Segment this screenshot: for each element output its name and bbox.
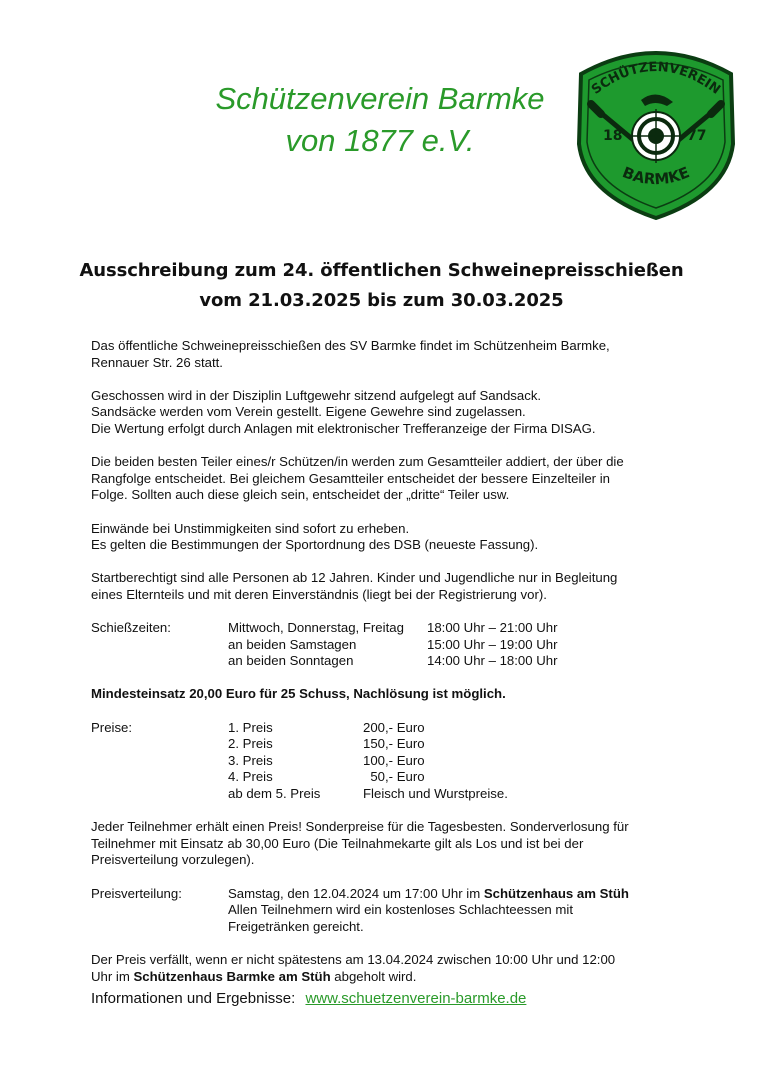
- prize-row: 3. Preis 100,- Euro: [228, 752, 425, 768]
- logo-year-right: 77: [687, 128, 707, 144]
- award-venue: Schützenhaus am Stüh: [483, 885, 629, 901]
- paragraph-discipline: Geschossen wird in der Disziplin Luftgewehr sitzend aufgelegt auf Sandsack. Sandsäcke werden vom Verein gestellt. Eigene Gewehre sind zugelassen. Die Wertung erfolgt durch Anlagen mit elektronischer Trefferanzeige der Firma DISAG.: [91, 387, 596, 436]
- prizes-label: Preise:: [91, 719, 133, 735]
- club-name-line2: von 1877 e.V.: [285, 123, 475, 158]
- club-name-line1: Schützenverein Barmke: [215, 81, 545, 116]
- website-link[interactable]: www.schuetzenverein-barmke.de: [305, 990, 527, 1007]
- paragraph-scoring: Die beiden besten Teiler eines/r Schützen/in werden zum Gesamtteiler addiert, der über die Rangfolge entscheidet. Bei gleichem Gesamtteiler entscheidet der bessere Einzelteiler in Folge. Sollten auch diese gleich sein, entscheidet der „dritte“ Teiler usw.: [91, 454, 624, 503]
- prize-row: 2. Preis 150,- Euro: [228, 736, 425, 752]
- award-section: Preisverteilung: Samstag, den 12.04.2024 um 17:00 Uhr im Schützenhaus am Stüh Allen Teilnehmern wird ein kostenloses Schlachteessen mit Freigetränken gereicht.: [91, 885, 629, 934]
- prize-row: ab dem 5. Preis Fleisch und Wurstpreise.: [228, 786, 508, 802]
- schedule-row: an beiden Sonntagen 14:00 Uhr – 18:00 Uhr: [228, 653, 558, 669]
- document-heading: [40, 256, 723, 316]
- award-label: Preisverteilung:: [91, 885, 182, 901]
- footer-info: [91, 990, 526, 1007]
- schedule-row: Schießzeiten: Mittwoch, Donnerstag, Freitag 18:00 Uhr – 21:00 Uhr: [91, 620, 558, 636]
- paragraph-participants: Jeder Teilnehmer erhält einen Preis! Sonderpreise für die Tagesbesten. Sonderverlosung für Teilnehmer mit Einsatz ab 30,00 Euro (Die Teilnahmekarte gilt als Los und ist bei der Preisverteilung vorzulegen).: [91, 819, 629, 868]
- paragraph-location: Das öffentliche Schweinepreisschießen des SV Barmke findet im Schützenheim Barmke, Rennauer Str. 26 statt.: [91, 338, 610, 370]
- schedule-row: an beiden Samstagen 15:00 Uhr – 19:00 Uhr: [228, 636, 558, 652]
- logo-bottom-text: BARMKE: [619, 163, 693, 189]
- club-name: [160, 78, 600, 162]
- club-logo: [577, 44, 735, 220]
- heading-line2: vom 21.03.2025 bis zum 30.03.2025: [199, 290, 564, 311]
- logo-top-text: SCHÜTZENVEREIN: [589, 59, 723, 98]
- logo-year-left: 18: [603, 128, 623, 144]
- footer-label: Informationen und Ergebnisse:: [91, 990, 296, 1007]
- prizes-table: [91, 720, 691, 803]
- paragraph-objections: Einwände bei Unstimmigkeiten sind sofort zu erheben. Es gelten die Bestimmungen der Sportordnung des DSB (neueste Fassung).: [91, 520, 539, 553]
- prize-row: 4. Preis 50,- Euro: [228, 769, 425, 785]
- prize-row: Preise: 1. Preis 200,- Euro: [91, 719, 425, 735]
- schedule-table: [91, 620, 691, 670]
- paragraph-expiry: Der Preis verfällt, wenn er nicht spätestens am 13.04.2024 zwischen 10:00 Uhr und 12:00 Uhr im Schützenhaus Barmke am Stüh abgeholt wird.: [91, 951, 616, 984]
- minimum-stake: Mindesteinsatz 20,00 Euro für 25 Schuss, Nachlösung ist möglich.: [91, 686, 506, 702]
- schedule-label: Schießzeiten:: [91, 620, 171, 636]
- document-body: [91, 338, 691, 1002]
- heading-line1: Ausschreibung zum 24. öffentlichen Schweinepreisschießen: [79, 260, 684, 281]
- paragraph-eligibility: Startberechtigt sind alle Personen ab 12 Jahren. Kinder und Jugendliche nur in Begleitung eines Elternteils und mit deren Einverständnis (liegt bei der Registrierung vor).: [91, 570, 618, 602]
